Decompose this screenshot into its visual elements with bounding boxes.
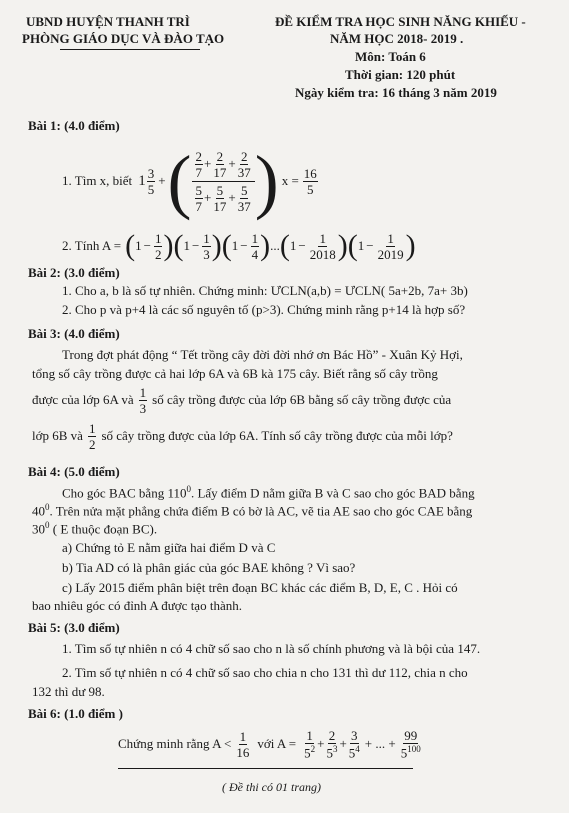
bai6-title: Bài 6: (1.0 điểm )	[28, 706, 123, 721]
header-right-line2: NĂM HỌC 2018- 2019 .	[330, 31, 464, 46]
footer-note: ( Đề thi có 01 trang)	[222, 780, 321, 794]
header-right-line4: Thời gian: 120 phút	[345, 67, 456, 82]
bai5-title: Bài 5: (3.0 điểm)	[28, 620, 120, 635]
bai2-title: Bài 2: (3.0 điểm)	[28, 265, 120, 280]
header-left-underline	[60, 49, 200, 50]
header-right-line1: ĐỀ KIỂM TRA HỌC SINH NĂNG KHIẾU -	[275, 14, 526, 29]
bai5-line2: 2. Tìm số tự nhiên n có 4 chữ số sao cho chia n cho 131 thì dư 112, chia n cho	[62, 665, 468, 680]
bai4-a: a) Chứng tỏ E nằm giữa hai điểm D và C	[62, 540, 276, 555]
bai2-line2: 2. Cho p và p+4 là các số nguyên tố (p>3). Chứng minh rằng p+14 là hợp số?	[62, 302, 466, 317]
bai5-line3: 132 thì dư 98.	[32, 684, 105, 699]
bai3-title: Bài 3: (4.0 điểm)	[28, 326, 120, 341]
bai4-c1: c) Lấy 2015 điểm phân biệt trên đoạn BC khác các điểm B, D, E, C . Hỏi có	[62, 580, 458, 595]
header-left-line1: UBND HUYỆN THANH TRÌ	[26, 14, 190, 29]
bai1-q1-prefix: 1. Tìm x, biết	[62, 173, 133, 188]
bai5-line1: 1. Tìm số tự nhiên n có 4 chữ số sao cho n là số chính phương và là bội của 147.	[62, 641, 481, 656]
bai3-line1: Trong đợt phát động “ Tết trồng cây đời đời nhớ ơn Bác Hồ” - Xuân Kỷ Hợi,	[62, 347, 463, 362]
bai1-title: Bài 1: (4.0 điểm)	[28, 118, 120, 133]
bai6-statement: Chứng minh rằng A < $\frac{1}{16}$ với A = $\frac{1}{5^2}$ + $\frac{2}{5^3}$ + $\frac{3}{5^4}$ + ... + $\frac{99}{5^{100}}$	[118, 727, 421, 761]
header-left-line2: PHÒNG GIÁO DỤC VÀ ĐÀO TẠO	[22, 31, 225, 46]
bai6-underline	[118, 768, 413, 769]
bai3-line2: tổng số cây trồng được cả hai lớp 6A và 6B kà 175 cây. Biết rằng số cây trồng	[32, 366, 438, 381]
bai4-line2: $40^0$. Trên nửa mặt phẳng chứa điểm B có bờ là AC, vẽ tia AE sao cho góc CAE bằng	[32, 502, 473, 519]
bai3-line3: được của lớp 6A và $\frac{1}{3}$ số cây trồng được của lớp 6B bằng số cây trồng được của	[32, 384, 452, 416]
header-right-line5: Ngày kiểm tra: 16 tháng 3 năm 2019	[295, 85, 497, 100]
complex-fraction: $\frac{2}{7}$ + $\frac{2}{17}$ + $\frac{2}{37}$ $\frac{5}{7}$ + $\frac{5}{17}$ + $\frac{5}{37}$	[192, 150, 255, 213]
bai4-c2: bao nhiêu góc có đỉnh A được tạo thành.	[32, 598, 242, 613]
bai4-line1: Cho góc BAC bằng $110^0$. Lấy điểm D nằm giữa B và C sao cho góc BAD bằng	[62, 484, 475, 501]
header-right-line3: Môn: Toán 6	[355, 49, 426, 64]
mixed-number: 1 $\frac{3}{5}$	[138, 165, 155, 197]
bai4-title: Bài 4: (5.0 điểm)	[28, 464, 120, 479]
bai1-equation: 1. Tìm x, biết 1 $\frac{3}{5}$ + ( $\frac{2}{7}$ + $\frac{2}{17}$ + $\frac{2}{37}$ $\frac{5}{7}$ + $\frac{5}{17}$ + $\frac{5}{37}$ ) x = $\frac{16}{5}$	[62, 141, 317, 221]
bai2-line1: 1. Cho a, b là số tự nhiên. Chứng minh: ƯCLN(a,b) = ƯCLN( 5a+2b, 7a+ 3b)	[62, 283, 468, 298]
bai1-q2: 2. Tính A = ( 1 − $\frac{1}{2}$ ) ( 1 − $\frac{1}{3}$ ) ( 1 − $\frac{1}{4}$ ) ... ( 1 − $\frac{1}{2018}$ ) ( 1 − $\frac{1}{2019}$ )	[62, 229, 416, 262]
bai3-line4: lớp 6B và $\frac{1}{2}$ số cây trồng được của lớp 6A. Tính số cây trồng được của mỗi lớp?	[32, 420, 453, 452]
bai4-b: b) Tia AD có là phân giác của góc BAE không ? Vì sao?	[62, 560, 356, 575]
bai4-line3: $30^0$ ( E thuộc đoạn BC).	[32, 520, 158, 537]
